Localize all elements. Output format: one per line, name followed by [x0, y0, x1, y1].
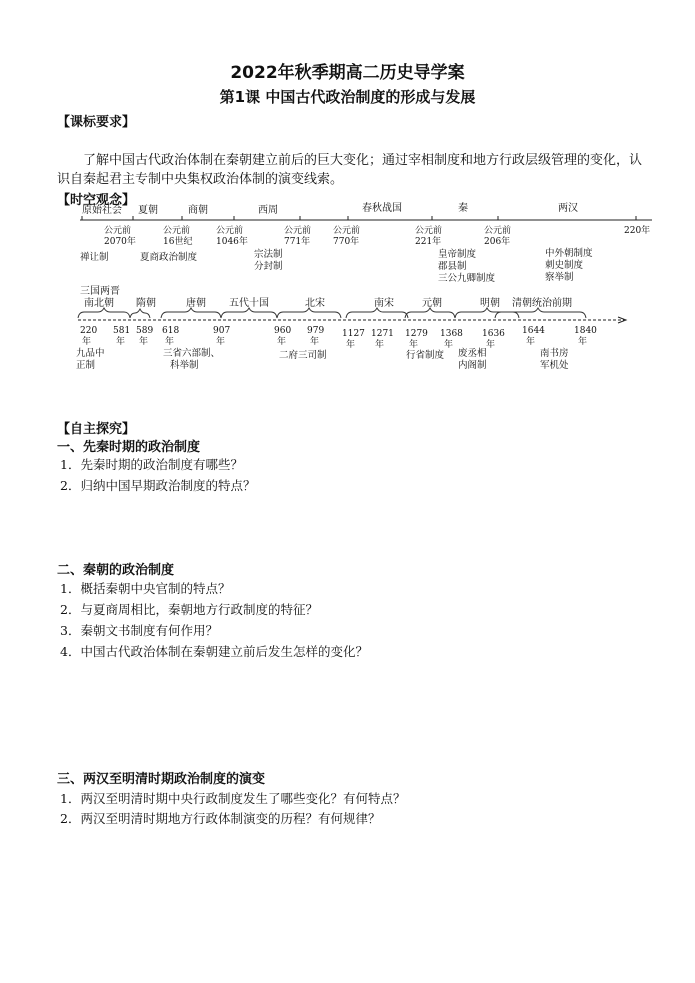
requirements-text: 了解中国古代政治体制在秦朝建立前后的巨大变化；通过宰相制度和地方行政层级管理的变化，认识自秦起君主专制中央集权政治体制的演变线索。	[57, 153, 643, 187]
exploration-heading: 【自主探究】	[57, 422, 136, 437]
era-braces	[78, 308, 586, 318]
year-label: 1636 年	[482, 329, 505, 350]
year-label: 1127 年	[342, 329, 365, 350]
era-label: 原始社会	[82, 205, 122, 216]
year-label: 1368 年	[440, 329, 463, 350]
date-label: 公元前 770年	[333, 226, 361, 247]
question: 2．归纳中国早期政治制度的特点？	[60, 478, 256, 493]
section-title: 二、秦朝的政治制度	[57, 563, 175, 578]
system-label: 中外朝制度刺史制度察举制	[545, 248, 593, 283]
question: 2．与夏商周相比，秦朝地方行政制度的特征？	[60, 602, 318, 617]
era-label: 西周	[258, 205, 278, 216]
year-label: 1644 年	[522, 326, 545, 347]
year-label: 960 年	[274, 326, 292, 347]
era-label: 隋朝	[136, 298, 156, 309]
era-label: 明朝	[480, 298, 500, 309]
system-label: 废丞相内阁制	[458, 348, 487, 371]
question: 4．中国古代政治体制在秦朝建立前后发生怎样的变化？	[60, 644, 368, 659]
year-label: 581 年	[113, 326, 131, 347]
era-label: 春秋战国	[362, 203, 402, 214]
date-label: 公元前 2070年	[104, 226, 136, 247]
system-label: 皇帝制度郡县制三公九卿制度	[438, 249, 496, 284]
question: 1．两汉至明清时期中央行政制度发生了哪些变化？有何特点？	[60, 791, 406, 806]
era-label: 五代十国	[229, 298, 269, 309]
era-label: 两汉	[558, 203, 578, 214]
section-title: 三、两汉至明清时期政治制度的演变	[57, 772, 266, 787]
question: 2．两汉至明清时期地方行政体制演变的历程？有何规律？	[60, 811, 381, 826]
system-label: 三省六部制、科举制	[163, 348, 221, 371]
page-title: 2022年秋季期高二历史导学案	[230, 63, 465, 83]
era-label: 清朝统治前期	[512, 298, 572, 309]
requirements-heading: 【课标要求】	[57, 115, 136, 130]
date-label: 公元前 206年	[484, 226, 512, 247]
year-label: 1840 年	[574, 326, 597, 347]
era-label: 商朝	[188, 205, 208, 216]
section-title: 一、先秦时期的政治制度	[57, 440, 201, 455]
year-label: 1279 年	[405, 329, 428, 350]
system-label: 夏商政治制度	[140, 252, 198, 263]
era-label: 元朝	[422, 298, 442, 309]
era-label: 三国两晋南北朝	[80, 286, 120, 309]
date-label: 公元前 1046年	[216, 226, 248, 247]
era-label: 北宋	[305, 298, 325, 309]
year-label: 618 年	[162, 326, 180, 347]
question: 1．先秦时期的政治制度有哪些？	[60, 457, 243, 472]
era-label: 秦	[458, 203, 468, 214]
system-label: 禅让制	[80, 252, 109, 263]
system-label: 行省制度	[406, 350, 445, 361]
timeline-heading: 【时空观念】	[57, 193, 136, 208]
year-label: 220 年	[80, 326, 98, 347]
year-label: 1271 年	[371, 329, 394, 350]
date-label: 公元前 771年	[284, 226, 312, 247]
date-label: 公元前 16世纪	[163, 226, 193, 247]
date-label: 公元前 221年	[415, 226, 443, 247]
year-label: 979 年	[307, 326, 325, 347]
question: 3．秦朝文书制度有何作用？	[60, 623, 218, 638]
year-label: 907 年	[213, 326, 231, 347]
date-label: 220年	[624, 226, 651, 236]
era-label: 夏朝	[138, 205, 158, 216]
era-label: 南宋	[374, 298, 394, 309]
system-label: 南书房军机处	[540, 348, 569, 371]
question: 1．概括秦朝中央官制的特点？	[60, 581, 231, 596]
lesson-subtitle: 第1课 中国古代政治制度的形成与发展	[219, 88, 476, 106]
timeline-diagram	[0, 195, 695, 385]
system-label: 宗法制分封制	[254, 249, 283, 272]
year-label: 589 年	[136, 326, 154, 347]
era-label: 唐朝	[186, 298, 206, 309]
system-label: 九品中正制	[76, 348, 105, 371]
system-label: 二府三司制	[279, 350, 327, 361]
